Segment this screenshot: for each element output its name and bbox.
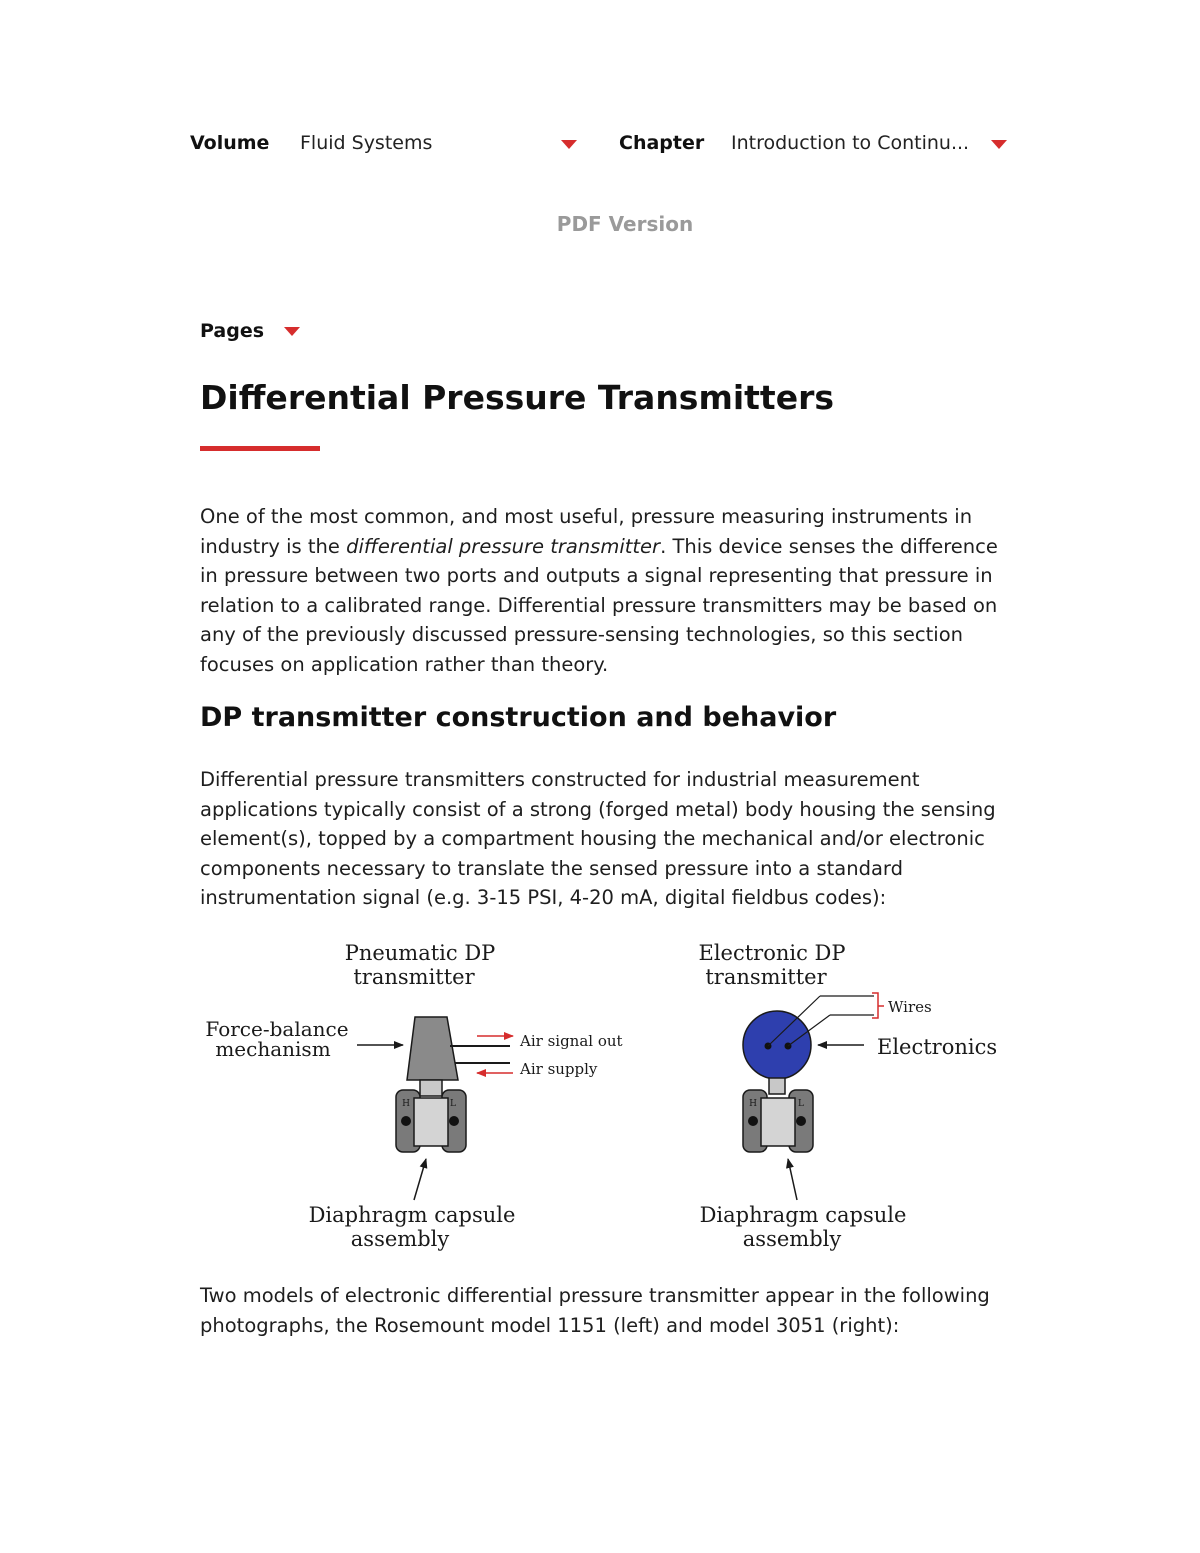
pneumatic-high-port-dot: [401, 1116, 411, 1126]
pneumatic-capsule-label-line1: Diaphragm capsule: [308, 1203, 516, 1227]
chapter-dropdown-caret-icon[interactable]: [991, 140, 1007, 149]
electronic-capsule-label-line2: assembly: [742, 1227, 842, 1251]
force-balance-label-line2: mechanism: [215, 1037, 331, 1061]
air-supply-label: Air supply: [520, 1060, 598, 1078]
pneumatic-port-h-label: H: [402, 1099, 410, 1109]
pages-label[interactable]: Pages: [200, 320, 265, 342]
pneumatic-capsule-pointer-arrow: [414, 1159, 426, 1200]
chapter-select[interactable]: Introduction to Continu...: [731, 132, 970, 154]
electronic-diaphragm-capsule: [761, 1098, 795, 1146]
intro-text-end: . This device senses the difference in pressure between two ports and outputs a signal representing that pressure in relation to a calibrated range. Differential pressure transmitters may be based on any of the previously discussed pressure-sensing technologies, so this section focuses on application rather than theory.: [200, 534, 998, 676]
pneumatic-diaphragm-capsule: [414, 1098, 448, 1146]
electronic-port-h-label: H: [749, 1099, 757, 1109]
electronic-capsule-label-line1: Diaphragm capsule: [699, 1203, 907, 1227]
electronics-housing: [743, 1011, 811, 1079]
section-heading: DP transmitter construction and behavior: [200, 702, 837, 733]
intro-paragraph: [200, 502, 1020, 679]
dp-transmitter-diagram: [200, 930, 1010, 1260]
force-balance-label-line1: Force-balance: [205, 1017, 349, 1041]
electronic-capsule-pointer-arrow: [788, 1159, 797, 1200]
volume-dropdown-caret-icon[interactable]: [561, 140, 577, 149]
section-paragraph: Differential pressure transmitters constructed for industrial measurement applications typically consist of a strong (forged metal) body housing the sensing element(s), topped by a compartment housing the mechanical and/or electronic components necessary to translate the sensed pressure into a standard instrumentation signal (e.g. 3-15 PSI, 4-20 mA, digital fieldbus codes):: [200, 768, 996, 909]
intro-text-start: One of the most common, and most useful, pressure measuring instruments in industry is the: [200, 505, 973, 558]
volume-label: Volume: [190, 132, 270, 154]
dp-transmitter-diagram-svg: [200, 930, 1010, 1260]
electronic-title-line2: transmitter: [705, 965, 827, 989]
top-nav-bar: [0, 128, 1200, 162]
force-balance-mechanism-shape: [407, 1017, 458, 1080]
pneumatic-title-line1: Pneumatic DP: [344, 941, 496, 965]
pneumatic-low-port-dot: [449, 1116, 459, 1126]
electronic-stem: [769, 1078, 785, 1094]
wires-bracket: [872, 993, 878, 1018]
wires-label: Wires: [888, 998, 932, 1016]
pages-dropdown-caret-icon[interactable]: [284, 327, 300, 336]
pdf-version-link[interactable]: PDF Version: [556, 212, 694, 236]
chapter-label: Chapter: [619, 132, 705, 154]
page-title: Differential Pressure Transmitters: [200, 378, 834, 417]
title-underline-divider: [200, 446, 320, 451]
air-signal-out-label: Air signal out: [520, 1032, 623, 1050]
electronic-port-l-label: L: [798, 1099, 804, 1109]
closing-paragraph: Two models of electronic differential pressure transmitter appear in the following photographs, the Rosemount model 1151 (left) and model 3051 (right):: [200, 1284, 990, 1337]
pneumatic-port-l-label: L: [450, 1099, 456, 1109]
electronics-label: Electronics: [877, 1035, 998, 1059]
volume-select[interactable]: Fluid Systems: [300, 132, 433, 154]
pages-dropdown[interactable]: [200, 320, 264, 348]
intro-emphasis-term: differential pressure transmitter: [346, 534, 661, 558]
pneumatic-title-line2: transmitter: [353, 965, 475, 989]
pneumatic-capsule-label-line2: assembly: [350, 1227, 450, 1251]
pneumatic-stem: [420, 1080, 442, 1096]
electronic-high-port-dot: [748, 1116, 758, 1126]
electronic-title-line1: Electronic DP: [698, 941, 846, 965]
electronic-low-port-dot: [796, 1116, 806, 1126]
